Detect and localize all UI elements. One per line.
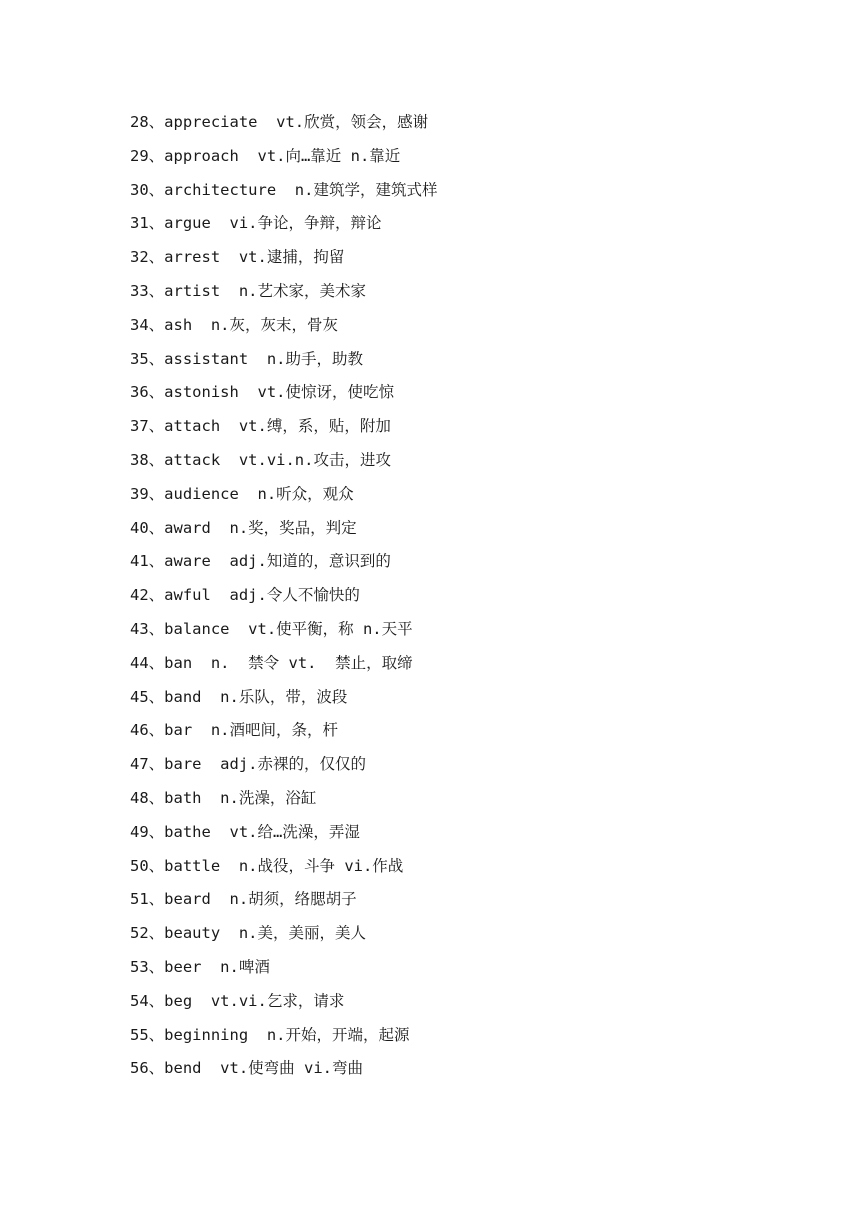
vocabulary-entry: 30、architecture n.建筑学，建筑式样: [130, 180, 438, 199]
vocabulary-list: [130, 110, 437, 1090]
vocabulary-entry: 52、beauty n.美，美丽，美人: [130, 924, 366, 943]
vocabulary-entry: 48、bath n.洗澡，浴缸: [130, 788, 317, 807]
vocabulary-entry: 38、attack vt.vi.n.攻击，进攻: [130, 450, 391, 469]
vocabulary-entry: 50、battle n.战役，斗争 vi.作战: [130, 856, 404, 875]
vocabulary-entry: 51、beard n.胡须，络腮胡子: [130, 890, 357, 909]
vocabulary-entry: 49、bathe vt.给…洗澡，弄湿: [130, 822, 360, 841]
vocabulary-entry: 39、audience n.听众，观众: [130, 484, 354, 503]
vocabulary-entry: 28、appreciate vt.欣赏，领会，感谢: [130, 113, 429, 131]
vocabulary-entry: 53、beer n.啤酒: [130, 957, 270, 976]
vocabulary-entry: 45、band n.乐队，带，波段: [130, 687, 348, 706]
vocabulary-entry: 54、beg vt.vi.乞求，请求: [130, 991, 345, 1010]
vocabulary-entry: 31、argue vi.争论，争辩，辩论: [130, 214, 382, 233]
vocabulary-entry: 33、artist n.艺术家，美术家: [130, 281, 366, 300]
vocabulary-entry: 34、ash n.灰，灰末，骨灰: [130, 315, 338, 334]
vocabulary-entry: 36、astonish vt.使惊讶，使吃惊: [130, 383, 394, 402]
vocabulary-entry: 29、approach vt.向…靠近 n.靠近: [130, 146, 401, 165]
vocabulary-entry: 35、assistant n.助手，助教: [130, 349, 363, 368]
vocabulary-entry: 41、aware adj.知道的，意识到的: [130, 552, 391, 571]
vocabulary-entry: 42、awful adj.令人不愉快的: [130, 586, 360, 605]
vocabulary-entry: 40、award n.奖，奖品，判定: [130, 518, 357, 537]
vocabulary-entry: 37、attach vt.缚，系，贴，附加: [130, 417, 391, 436]
vocabulary-entry: 46、bar n.酒吧间，条，杆: [130, 721, 338, 740]
vocabulary-entry: 43、balance vt.使平衡，称 n.天平: [130, 619, 413, 638]
vocabulary-entry: 32、arrest vt.逮捕，拘留: [130, 248, 345, 267]
vocabulary-entry: 56、bend vt.使弯曲 vi.弯曲: [130, 1059, 363, 1078]
vocabulary-entry: 47、bare adj.赤裸的，仅仅的: [130, 755, 366, 774]
vocabulary-entry: 55、beginning n.开始，开端，起源: [130, 1025, 410, 1044]
vocabulary-entry: 44、ban n. 禁令 vt. 禁止，取缔: [130, 653, 413, 672]
